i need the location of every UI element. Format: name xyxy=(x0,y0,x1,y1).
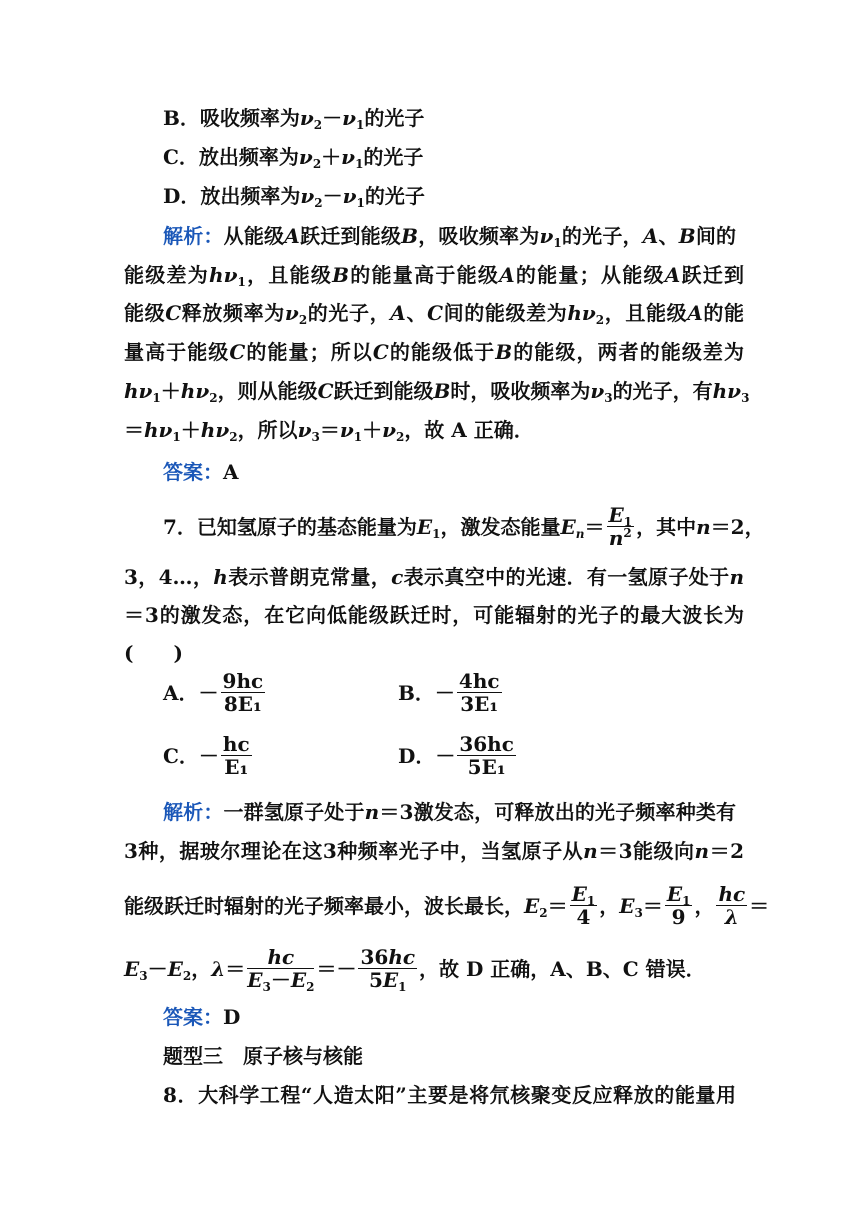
option-c: C．放出频率为$\nu_2+\nu_1$的光子 xyxy=(163,145,424,171)
choice-sign: － xyxy=(435,744,456,768)
analysis-line: $E_3-E_2$，λ＝ $\frac{hc}{E_3-E_2}$ ＝－ $\frac{36hc}{5E_1}$ ，故 D 正确，A、B、C 错误． xyxy=(124,945,706,994)
question-7-stem: ( ) xyxy=(124,641,183,665)
fraction: $\frac{E_1}{n^2}$ xyxy=(608,503,633,550)
analysis-line: 量高于能级C的能量；所以C的能级低于B的能级，两者的能级差为 xyxy=(124,340,745,364)
analysis-line: $h\nu_1+h\nu_2$，则从能级C跃迁到能级B时，吸收频率为$\nu_3$的光子，有$h\nu_3$ xyxy=(124,379,750,405)
analysis-line: 解析：从能级A跃迁到能级B，吸收频率为$\nu_1$的光子，A、B间的 xyxy=(163,224,737,250)
choice-sign: － xyxy=(198,681,219,705)
answer-label: 答案： xyxy=(163,460,223,484)
choice-c xyxy=(163,732,254,780)
analysis-line: 3种，据玻尔理论在这3种频率光子中，当氢原子从n＝3能级向n＝2 xyxy=(124,839,744,863)
section-title: 题型三 原子核与核能 xyxy=(163,1044,363,1068)
analysis-label: 解析： xyxy=(163,224,224,248)
analysis-line: 能级跃迁时辐射的光子频率最小，波长最长，$E_2=$ $\frac{E_1}{4}$ ，$E_3=$ $\frac{E_1}{9}$ ， $\frac{hc}{\lambda}$ ＝ xyxy=(124,882,770,929)
answer-line xyxy=(163,1002,783,1032)
fraction: $\frac{4hc}{\text{3E₁}}$ xyxy=(458,669,500,716)
answer-value: D xyxy=(223,1005,241,1029)
question-7-stem: 3，4…，h表示普朗克常量，c表示真空中的光速．有一氢原子处于n xyxy=(124,565,745,589)
choice-sign: － xyxy=(198,744,219,768)
question-7-stem: 7．已知氢原子的基态能量为$E_1$，激发态能量$E_n=$ $\frac{E_1}{n^2}$ ，其中n＝2， xyxy=(163,503,765,550)
question-7-stem: ＝3的激发态，在它向低能级跃迁时，可能辐射的光子的最大波长为 xyxy=(124,603,744,627)
fraction: $\frac{36hc}{\text{5E₁}}$ xyxy=(459,732,514,779)
choice-label: B． xyxy=(398,681,435,705)
choice-label: A． xyxy=(163,681,199,705)
answer-label: 答案： xyxy=(163,1005,223,1029)
choice-d xyxy=(398,732,518,780)
choice-sign: － xyxy=(434,681,455,705)
option-b: B．吸收频率为$\nu_2-\nu_1$的光子 xyxy=(163,106,425,132)
choice-label: D． xyxy=(398,744,436,768)
answer-line xyxy=(163,457,783,487)
fraction: $\frac{hc}{\text{E₁}}$ xyxy=(222,732,250,779)
choice-a xyxy=(163,669,267,717)
analysis-line: $=h\nu_1+h\nu_2$，所以$\nu_3=\nu_1+\nu_2$，故 A 正确． xyxy=(124,418,534,444)
analysis-line: 解析：一群氢原子处于n＝3激发态，可释放出的光子频率种类有 xyxy=(163,800,737,824)
choice-b xyxy=(398,669,504,717)
analysis-line: 能级C释放频率为$\nu_2$的光子，A、C间的能级差为$h\nu_2$，且能级A的能 xyxy=(124,301,745,327)
analysis-label: 解析： xyxy=(163,800,224,824)
analysis-line: 能级差为$h\nu_1$，且能级B的能量高于能级A的能量；从能级A跃迁到 xyxy=(124,263,745,289)
fraction: $\frac{9hc}{\text{8E₁}}$ xyxy=(222,669,264,716)
choice-label: C． xyxy=(163,744,199,768)
option-d: D．放出频率为$\nu_2-\nu_1$的光子 xyxy=(163,184,425,210)
question-8-stem: 8．大科学工程“人造太阳”主要是将氘核聚变反应释放的能量用 xyxy=(163,1083,736,1107)
answer-value: A xyxy=(223,460,239,484)
